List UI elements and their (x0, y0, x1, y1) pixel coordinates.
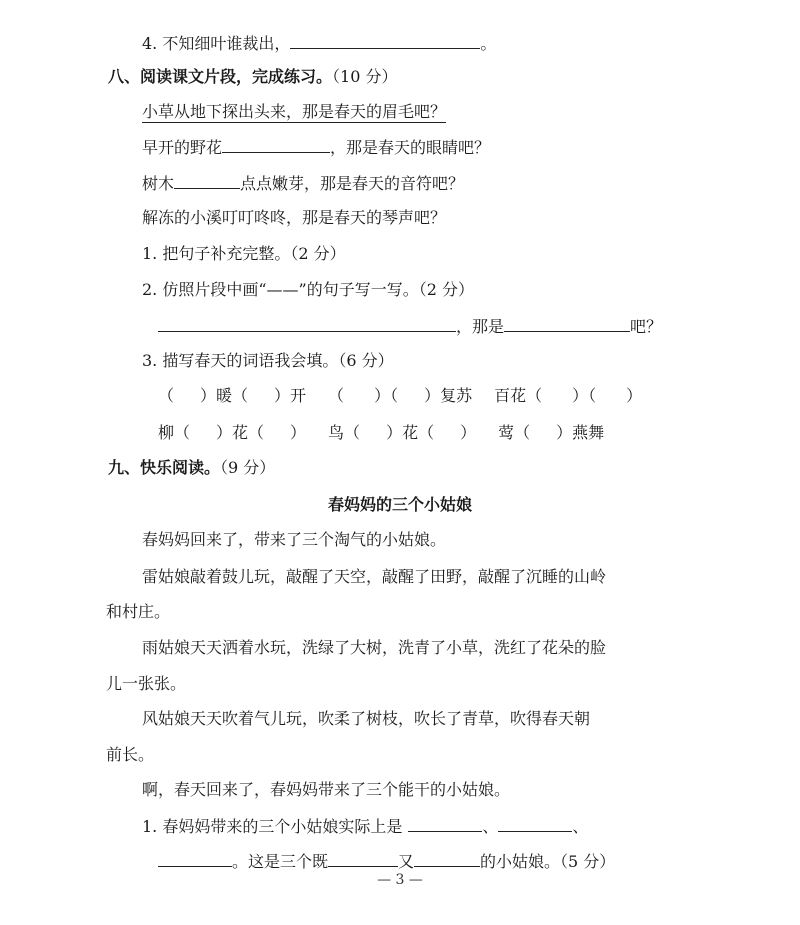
fill-row-1: （ ）暖（ ）开 （ ）（ ）复苏 百花（ ）（ ） (158, 386, 643, 405)
answer-blank[interactable] (504, 315, 630, 332)
question-4: 4. 不知细叶谁裁出， 。 (142, 34, 497, 53)
answer-blank[interactable] (158, 315, 456, 332)
answer-blank[interactable] (222, 136, 330, 153)
answer-blank[interactable] (408, 815, 482, 832)
answer-blank[interactable] (174, 172, 240, 189)
story-paragraph-1: 春妈妈回来了，带来了三个淘气的小姑娘。 (142, 530, 447, 549)
section-8-q1: 1. 把句子补充完整。（2 分） (142, 244, 346, 263)
section-9-q1-line-1: 1. 春妈妈带来的三个小姑娘实际上是 、 、 (142, 817, 589, 836)
section-9-heading: 九、快乐阅读。（9 分） (108, 458, 276, 477)
passage-line-4: 解冻的小溪叮叮咚咚，那是春天的琴声吧？ (142, 208, 447, 227)
section-9-q1-line-2: 。这是三个既 又 的小姑娘。（5 分） (158, 850, 615, 873)
answer-blank[interactable] (414, 850, 480, 867)
story-paragraph-2-line-2: 和村庄。 (106, 602, 171, 621)
story-title: 春妈妈的三个小姑娘 (327, 495, 472, 514)
passage-line-3: 树木 点点嫩芽，那是春天的音符吧？ (142, 174, 465, 193)
section-8-heading: 八、阅读课文片段，完成练习。（10 分） (108, 67, 398, 86)
fill-row-2: 柳（ ）花（ ） 鸟（ ）花（ ） 莺（ ）燕舞 (158, 423, 605, 442)
passage-line-2: 早开的野花 ，那是春天的眼睛吧？ (142, 138, 491, 157)
story-paragraph-4-line-2: 前长。 (106, 745, 155, 764)
story-paragraph-3-line-1: 雨姑娘天天洒着水玩，洗绿了大树，洗青了小草，洗红了花朵的脸 (142, 638, 607, 657)
answer-blank[interactable] (498, 815, 572, 832)
section-8-q3: 3. 描写春天的词语我会填。（6 分） (142, 351, 394, 370)
answer-blank[interactable] (290, 32, 480, 49)
passage-line-1: 小草从地下探出头来，那是春天的眉毛吧？ (142, 102, 447, 121)
page-number: — 3 — (377, 872, 423, 888)
story-paragraph-3-line-2: 儿一张张。 (106, 674, 187, 693)
section-8-q2: 2. 仿照片段中画“——”的句子写一写。（2 分） (142, 280, 474, 299)
answer-blank[interactable] (328, 850, 398, 867)
section-8-q2-answer: ，那是 吧？ (158, 315, 662, 338)
story-paragraph-2-line-1: 雷姑娘敲着鼓儿玩，敲醒了天空，敲醒了田野，敲醒了沉睡的山岭 (142, 567, 607, 586)
answer-blank[interactable] (158, 850, 232, 867)
story-paragraph-4-line-1: 风姑娘天天吹着气儿玩，吹柔了树枝，吹长了青草，吹得春天朝 (142, 709, 591, 728)
story-paragraph-5: 啊，春天回来了，春妈妈带来了三个能干的小姑娘。 (142, 780, 511, 799)
